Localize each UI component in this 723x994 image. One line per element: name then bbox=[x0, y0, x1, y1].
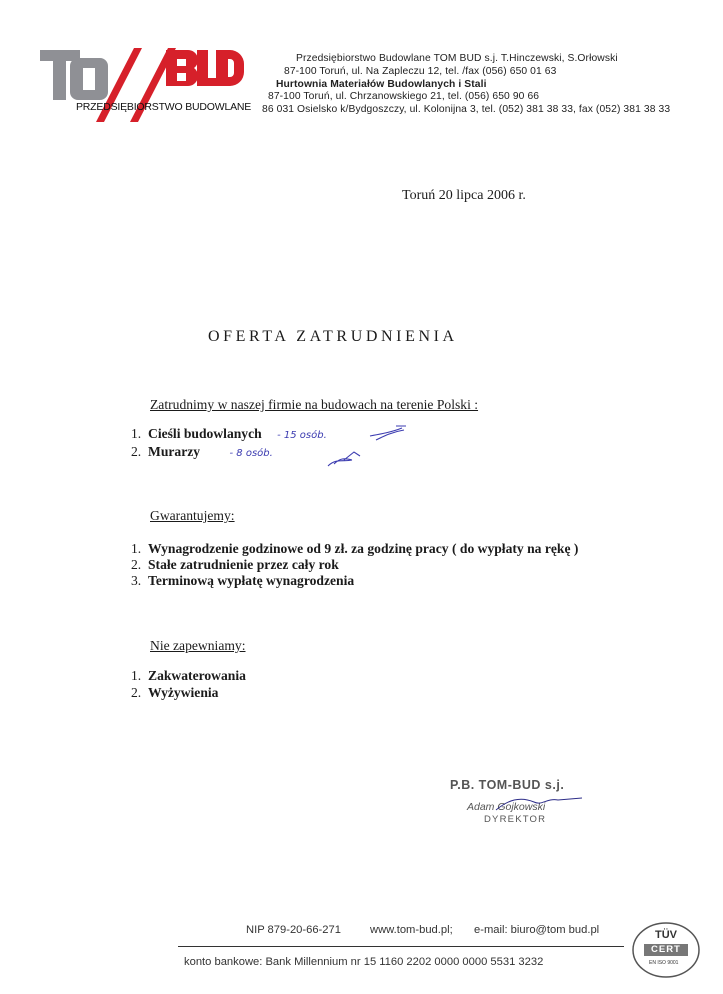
not-provided-heading: Nie zapewniamy: bbox=[150, 638, 246, 653]
signatory-role: DYREKTOR bbox=[484, 814, 547, 825]
signatory-name: Adam Gojkowski bbox=[467, 801, 546, 813]
tuv-cert-badge bbox=[630, 918, 702, 980]
wholesale-name: Hurtownia Materiałów Budowlanych i Stali bbox=[276, 79, 487, 90]
list-item: 2. Stałe zatrudnienie przez cały rok bbox=[131, 557, 339, 572]
page-title: OFERTA ZATRUDNIENIA bbox=[208, 328, 458, 345]
list-item: 1. Cieśli budowlanych - 15 osób. bbox=[131, 426, 327, 441]
footer-email: e-mail: biuro@tom bud.pl bbox=[474, 924, 600, 936]
list-item: 2. Wyżywienia bbox=[131, 685, 219, 700]
wholesale-address: 87-100 Toruń, ul. Chrzanowskiego 21, tel. (056) 650 90 66 bbox=[268, 91, 540, 102]
handwritten-note: - 15 osób. bbox=[277, 430, 327, 441]
cert-norm: EN ISO 9001 bbox=[649, 960, 679, 966]
logo-subtitle: PRZEDSIĘBIORSTWO BUDOWLANE bbox=[76, 101, 252, 113]
intro-text: Zatrudnimy w naszej firmie na budowach na terenie Polski : bbox=[150, 397, 479, 412]
company-stamp: P.B. TOM-BUD s.j. bbox=[450, 778, 565, 792]
guarantee-heading: Gwarantujemy: bbox=[150, 508, 235, 523]
footer-www: www.tom-bud.pl; bbox=[370, 924, 453, 936]
company-address: 87-100 Toruń, ul. Na Zapleczu 12, tel. /fax (056) 650 01 63 bbox=[284, 66, 557, 77]
list-item: 1. Zakwaterowania bbox=[131, 668, 246, 683]
branch-address: 86 031 Osielsko k/Bydgoszczy, ul. Kolonijna 3, tel. (052) 381 38 33, fax (052) 381 38 33 bbox=[262, 104, 671, 115]
company-line: Przedsiębiorstwo Budowlane TOM BUD s.j. T.Hinczewski, S.Orłowski bbox=[296, 53, 618, 64]
handwritten-note: - 8 osób. bbox=[229, 448, 273, 459]
list-item: 2. Murarzy - 8 osób. bbox=[131, 444, 273, 459]
list-item: 3. Terminową wypłatę wynagrodzenia bbox=[131, 573, 355, 588]
cert-mark: CERT bbox=[651, 944, 681, 955]
cert-brand: TÜV bbox=[655, 929, 677, 941]
footer-bank: konto bankowe: Bank Millennium nr 15 1160 2202 0000 0000 5531 3232 bbox=[184, 956, 544, 968]
footer-nip: NIP 879-20-66-271 bbox=[246, 924, 341, 936]
list-item: 1. Wynagrodzenie godzinowe od 9 zł. za godzinę pracy ( do wypłaty na rękę ) bbox=[131, 541, 579, 556]
letter-date: Toruń 20 lipca 2006 r. bbox=[402, 188, 526, 203]
footer-divider bbox=[178, 946, 624, 947]
handwritten-scribble bbox=[326, 420, 426, 472]
